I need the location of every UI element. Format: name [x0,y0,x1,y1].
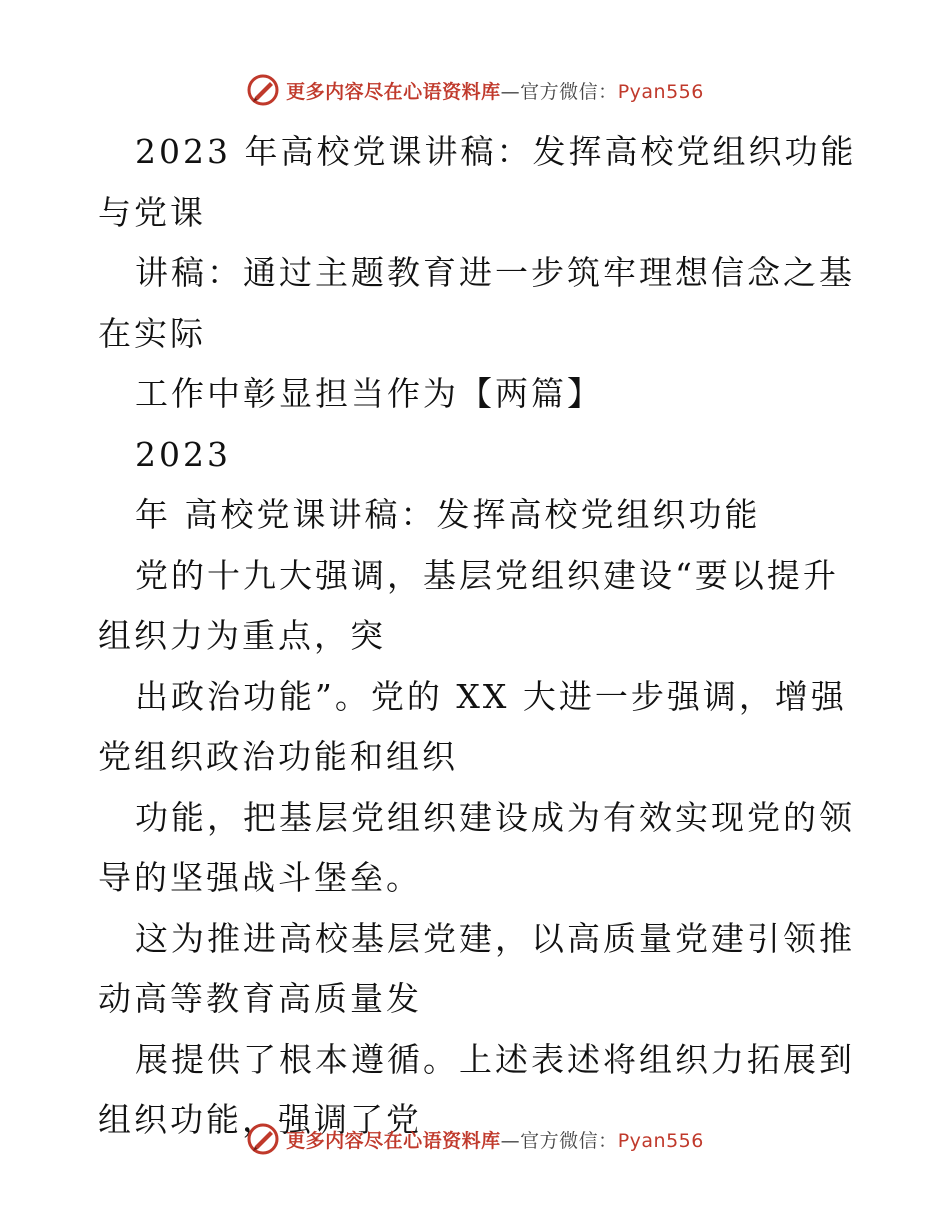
paragraph: 功能，把基层党组织建设成为有效实现党的领导的坚强战斗堡垒。 [98,797,855,897]
paragraph: 2023 年高校党课讲稿：发挥高校党组织功能与党课 [98,132,857,232]
watermark-wechat-id: Pyan556 [617,1129,704,1152]
paragraph: 党的十九大强调，基层党组织建设“要以提升组织力为重点，突 [98,555,839,655]
watermark-text [286,77,704,104]
watermark-wechat-label: 官方微信： [520,1129,618,1152]
paragraph: 展提供了根本遵循。上述表述将组织力拓展到组织功能，强调了党 [98,1039,855,1139]
pen-logo-icon [246,73,280,107]
watermark-dash: — [500,80,521,103]
document-body [98,122,858,1151]
paragraph: 出政治功能”。党的 XX 大进一步强调，增强党组织政治功能和组织 [98,676,847,776]
watermark-text [286,1126,704,1153]
watermark-wechat-label: 官方微信： [520,80,618,103]
header-watermark [0,70,950,110]
paragraph: 这为推进高校基层党建，以高质量党建引领推动高等教育高质量发 [98,918,855,1018]
watermark-brand: 更多内容尽在心语资料库 [286,1129,501,1152]
pen-logo-icon [246,1122,280,1156]
watermark-brand: 更多内容尽在心语资料库 [286,80,501,103]
paragraph: 年 高校党课讲稿：发挥高校党组织功能 [135,495,761,534]
paragraph: 2023 [135,434,231,474]
paragraph: 讲稿：通过主题教育进一步筑牢理想信念之基在实际 [98,253,855,353]
paragraph: 工作中彰显担当作为【两篇】 [135,374,603,413]
watermark-wechat-id: Pyan556 [617,80,704,103]
footer-watermark [0,1119,950,1159]
watermark-dash: — [500,1129,521,1152]
